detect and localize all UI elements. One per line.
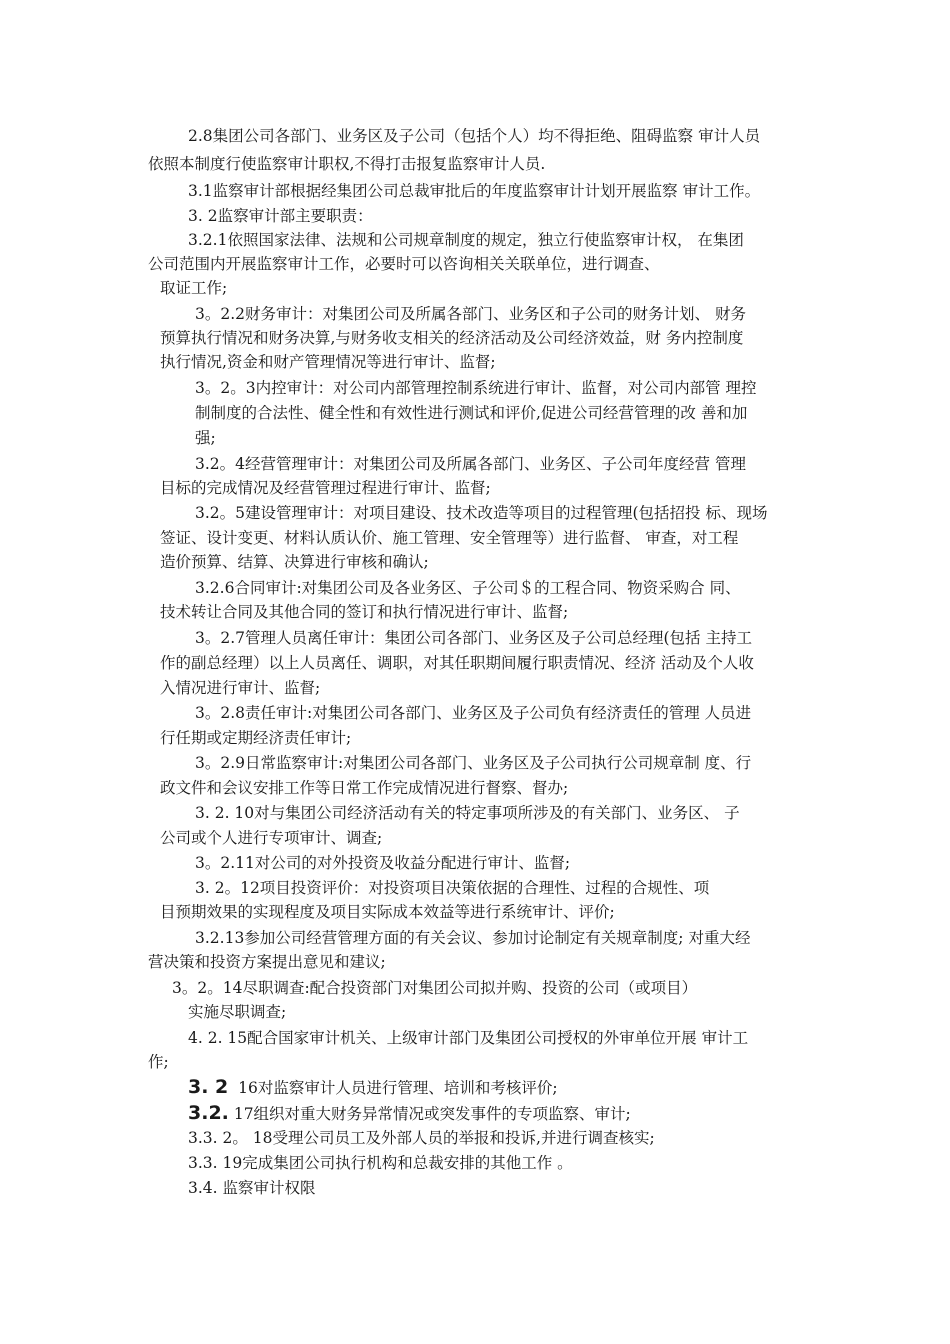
text-line: 签证、设计变更、材料认质认价、施工管理、安全管理等）进行监督、 审查，对工程 (160, 529, 739, 547)
text-line: 执行情况,资金和财产管理情况等进行审计、监督; (160, 353, 496, 371)
text-line: 行任期或定期经济责任审计; (160, 729, 352, 747)
text-line: 预算执行情况和财务决算,与财务收支相关的经济活动及公司经济效益，财 务内控制度 (160, 329, 744, 347)
item-text: 17组织对重大财务异常情况或突发事件的专项监察、审计; (233, 1105, 631, 1123)
text-line: 取证工作; (160, 279, 228, 297)
text-line: 3.2.13参加公司经营管理方面的有关会议、参加讨论制定有关规章制度; 对重大经 (195, 929, 751, 947)
text-line: 3. 2监察审计部主要职责： (188, 207, 373, 225)
text-line: 3。2。14尽职调查:配合投资部门对集团公司拟并购、投资的公司（或项目） (172, 979, 698, 997)
text-line: 强; (195, 429, 216, 447)
text-line: 3.2。5建设管理审计：对项目建设、技术改造等项目的过程管理(包括招投 标、现场 (195, 504, 768, 522)
text-line: 3.2.6合同审计:对集团公司及各业务区、子公司＄的工程合同、物资采购合 同、 (195, 579, 741, 597)
text-line: 作的副总经理）以上人员离任、调职，对其任职期间履行职责情况、经济 活动及个人收 (160, 654, 754, 672)
text-line: 3。2.7管理人员离任审计：集团公司各部门、业务区及子公司总经理(包括 主持工 (195, 629, 752, 647)
text-line: 造价预算、结算、决算进行审核和确认; (160, 553, 429, 571)
text-line: 目预期效果的实现程度及项目实际成本效益等进行系统审计、评价; (160, 903, 615, 921)
text-line: 营决策和投资方案提出意见和建议; (148, 953, 386, 971)
text-line: 制制度的合法性、健全性和有效性进行测试和评价,促进公司经营管理的改 善和加 (195, 404, 748, 422)
text-line: 技术转让合同及其他合同的签订和执行情况进行审计、监督; (160, 603, 569, 621)
text-line: 实施尽职调查; (188, 1003, 287, 1021)
text-line: 3.2。4经营管理审计：对集团公司及所属各部门、业务区、子公司年度经营 管理 (195, 455, 746, 473)
text-line: 3. 2。12项目投资评价：对投资项目决策依据的合理性、过程的合规性、项 (195, 879, 710, 897)
text-line (188, 1101, 631, 1126)
text-line: 2.8集团公司各部门、业务区及子公司（包括个人）均不得拒绝、阻碍监察 审计人员 (188, 127, 761, 145)
text-line: 3。2.11对公司的对外投资及收益分配进行审计、监督; (195, 854, 571, 872)
text-line: 3。2.9日常监察审计:对集团公司各部门、业务区及子公司执行公司规章制 度、行 (195, 754, 752, 772)
text-line: 依照本制度行使监察审计职权,不得打击报复监察审计人员. (148, 155, 546, 173)
text-line: 3. 2. 10对与集团公司经济活动有关的特定事项所涉及的有关部门、业务区、 子 (195, 804, 740, 822)
text-line: 公司或个人进行专项审计、调查; (160, 829, 383, 847)
text-line (188, 1075, 558, 1100)
item-text: 16对监察审计人员进行管理、培训和考核评价; (238, 1079, 558, 1097)
text-line: 3。2。3内控审计：对公司内部管理控制系统进行审计、监督，对公司内部管 理控 (195, 379, 757, 397)
text-line: 政文件和会议安排工作等日常工作完成情况进行督察、督办; (160, 779, 569, 797)
text-line: 3.3. 2。 18受理公司员工及外部人员的举报和投诉,并进行调查核实; (188, 1129, 655, 1147)
text-line: 作; (148, 1053, 169, 1071)
text-line: 3。2.2财务审计：对集团公司及所属各部门、业务区和子公司的财务计划、 财务 (195, 305, 746, 323)
text-line: 4. 2. 15配合国家审计机关、上级审计部门及集团公司授权的外审单位开展 审计工 (188, 1029, 749, 1047)
text-line: 公司范围内开展监察审计工作，必要时可以咨询相关关联单位，进行调查、 (148, 255, 660, 273)
text-line: 3.2.1依照国家法律、法规和公司规章制度的规定，独立行使监察审计权， 在集团 (188, 231, 744, 249)
item-prefix: 3.2. (188, 1102, 229, 1124)
text-line: 目标的完成情况及经营管理过程进行审计、监督; (160, 479, 491, 497)
text-line: 3.4. 监察审计权限 (188, 1179, 316, 1197)
item-prefix: 3. 2 (188, 1076, 229, 1098)
text-line: 3.3. 19完成集团公司执行机构和总裁安排的其他工作 。 (188, 1154, 573, 1172)
text-line: 3.1监察审计部根据经集团公司总裁审批后的年度监察审计计划开展监察 审计工作。 (188, 182, 761, 200)
text-line: 3。2.8责任审计:对集团公司各部门、业务区及子公司负有经济责任的管理 人员进 (195, 704, 752, 722)
text-line: 入情况进行审计、监督; (160, 679, 321, 697)
